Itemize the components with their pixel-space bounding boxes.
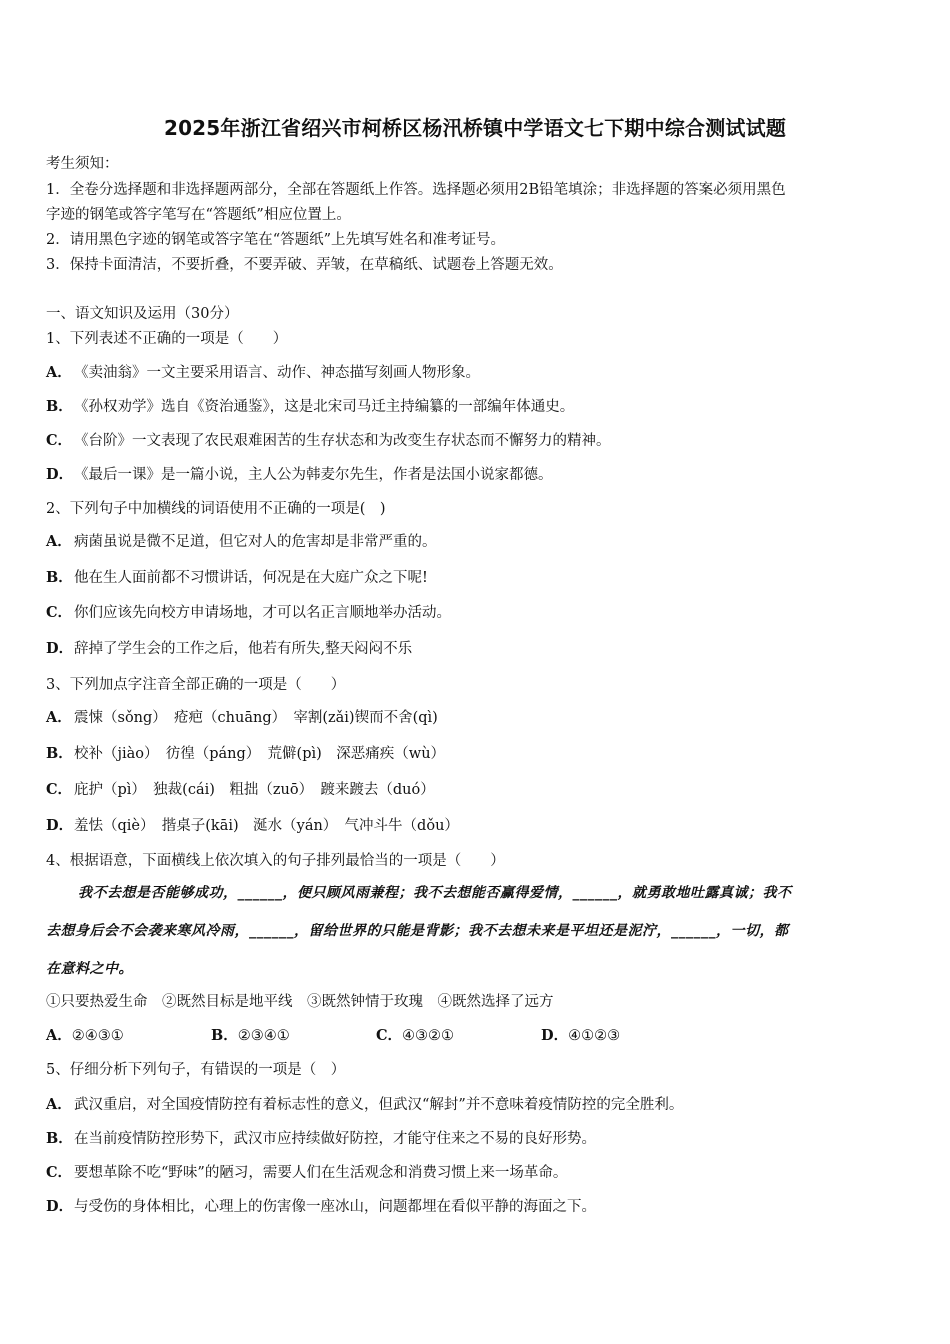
q2-option-a: A． 病菌虽说是微不足道，但它对人的危害却是非常严重的。 (46, 533, 437, 550)
q1-option-b: B．《孙权劝学》选自《资治通鉴》，这是北宋司马迁主持编纂的一部编年体通史。 (46, 398, 575, 415)
q2-option-d: D．辞掉了学生会的工作之后，他若有所失,整天闷闷不乐 (46, 640, 413, 657)
q4-items: ①只要热爱生命 ②既然目标是地平线 ③既然钟情于玫瑰 ④既然选择了远方 (46, 994, 554, 1010)
q5-stem: 5、仔细分析下列句子，有错误的一项是（ ） (46, 1062, 346, 1078)
q1-option-d: D．《最后一课》是一篇小说，主人公为韩麦尔先生，作者是法国小说家都德。 (46, 466, 553, 483)
notice-heading: 考生须知： (46, 156, 119, 172)
q3-stem: 3、下列加点字注音全部正确的一项是（ ） (46, 677, 346, 693)
q4-passage-line: 在意料之中。 (46, 961, 133, 977)
q2-stem: 2、下列句子中加横线的词语使用不正确的一项是( ) (46, 501, 386, 517)
q3-option-d: D．羞怯（qiè） 揩桌子(kāi) 涎水（yán） 气冲斗牛（dǒu） (46, 817, 459, 834)
q4-passage-line: 我不去想是否能够成功，______，便只顾风雨兼程；我不去想能否赢得爱情，______，就勇敢地吐露真诚；我不 (78, 885, 792, 901)
q1-stem: 1、下列表述不正确的一项是（ ） (46, 331, 288, 347)
notice-line: 1．全卷分选择题和非选择题两部分，全部在答题纸上作答。选择题必须用2B铅笔填涂；非选择题的答案必须用黑色 (46, 182, 786, 198)
q2-option-c: C． 你们应该先向校方申请场地，才可以名正言顺地举办活动。 (46, 604, 451, 621)
page-title: 2025年浙江省绍兴市柯桥区杨汛桥镇中学语文七下期中综合测试试题 (163, 116, 787, 140)
q2-option-b: B．他在生人面前都不习惯讲话，何况是在大庭广众之下呢! (46, 569, 428, 586)
q5-option-a: A． 武汉重启，对全国疫情防控有着标志性的意义，但武汉“解封”并不意味着疫情防控的完全胜利。 (46, 1096, 684, 1113)
notice-line: 2．请用黑色字迹的钢笔或答字笔在“答题纸”上先填写姓名和准考证号。 (46, 232, 506, 248)
q5-option-b: B．在当前疫情防控形势下，武汉市应持续做好防控，才能守住来之不易的良好形势。 (46, 1130, 596, 1147)
q3-option-c: C． 庇护（pì） 独裁(cái) 粗拙（zuō） 踱来踱去（duó） (46, 781, 435, 798)
q1-option-c: C． 《台阶》一文表现了农民艰难困苦的生存状态和为改变生存状态而不懈努力的精神。 (46, 432, 611, 449)
q3-option-a: A． 震悚（sǒng） 疮疤（chuāng） 宰割(zǎi)锲而不舍(qì) (46, 709, 438, 726)
q4-passage-line: 去想身后会不会袭来寒风冷雨，______，留给世界的只能是背影；我不去想未来是平坦还是泥泞，______，一切，都 (46, 923, 789, 939)
notice-line: 字迹的钢笔或答字笔写在“答题纸”相应位置上。 (46, 207, 351, 223)
q5-option-d: D．与受伤的身体相比，心理上的伤害像一座冰山，问题都埋在看似平静的海面之下。 (46, 1198, 596, 1215)
q4-stem: 4、根据语意，下面横线上依次填入的句子排列最恰当的一项是（ ） (46, 853, 505, 869)
q4-choices: A．②④③① B．②③④① C．④③②① D．④①②③ (46, 1027, 621, 1044)
notice-line: 3．保持卡面清洁，不要折叠，不要弄破、弄皱，在草稿纸、试题卷上答题无效。 (46, 257, 563, 273)
section-heading: 一、语文知识及运用（30分） (46, 306, 239, 322)
q1-option-a: A． 《卖油翁》一文主要采用语言、动作、神态描写刻画人物形象。 (46, 364, 480, 381)
q5-option-c: C． 要想革除不吃“野味”的陋习，需要人们在生活观念和消费习惯上来一场革命。 (46, 1164, 568, 1181)
q3-option-b: B．校补（jiào） 彷徨（páng） 荒僻(pì) 深恶痛疾（wù） (46, 745, 446, 762)
